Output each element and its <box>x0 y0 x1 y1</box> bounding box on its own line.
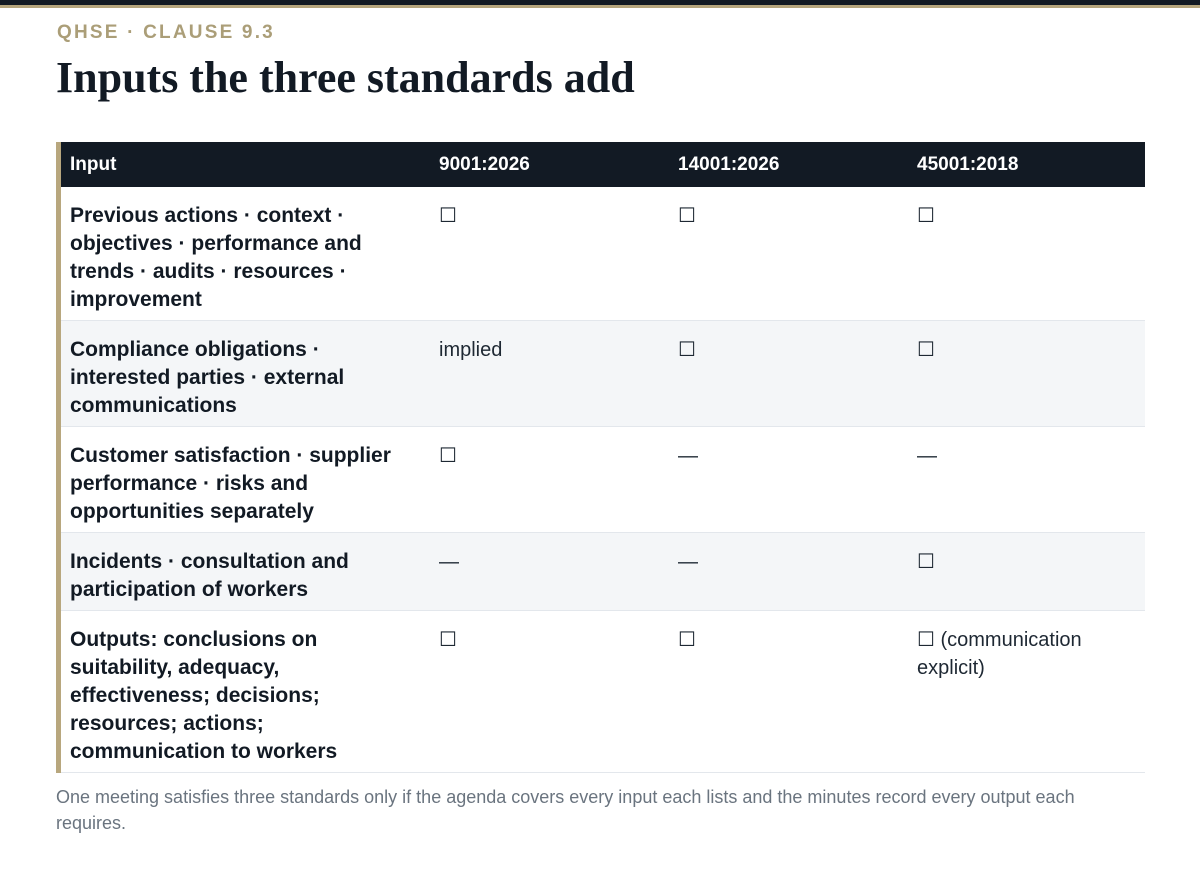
iso9001-cell: ☐ <box>425 611 664 773</box>
header-iso45001: 45001:2018 <box>903 142 1145 187</box>
input-cell: Previous actions · context · objectives · performance and trends · audits · resources · improvement <box>61 187 425 321</box>
iso14001-cell: ☐ <box>664 611 903 773</box>
header-iso9001: 9001:2026 <box>425 142 664 187</box>
input-cell: Outputs: conclusions on suitability, adequacy, effectiveness; decisions; resources; actions; communication to workers <box>61 611 425 773</box>
table-row <box>61 611 1145 773</box>
header-input: Input <box>61 142 425 187</box>
page-title: Inputs the three standards add <box>56 53 635 102</box>
comparison-table <box>56 142 1145 773</box>
iso9001-cell: ☐ <box>425 187 664 321</box>
iso9001-cell: implied <box>425 321 664 427</box>
top-rule-accent <box>0 5 1200 8</box>
iso45001-cell: — <box>903 427 1145 533</box>
input-cell: Customer satisfaction · supplier performance · risks and opportunities separately <box>61 427 425 533</box>
table-row <box>61 533 1145 611</box>
table-row <box>61 321 1145 427</box>
iso14001-cell: ☐ <box>664 321 903 427</box>
iso9001-cell: — <box>425 533 664 611</box>
iso14001-cell: — <box>664 427 903 533</box>
iso14001-cell: — <box>664 533 903 611</box>
table-row <box>61 427 1145 533</box>
input-cell: Incidents · consultation and participation of workers <box>61 533 425 611</box>
footnote: One meeting satisfies three standards only if the agenda covers every input each lists and the minutes record every output each requires. <box>56 787 1075 833</box>
table-row <box>61 187 1145 321</box>
input-cell: Compliance obligations · interested parties · external communications <box>61 321 425 427</box>
iso45001-cell: ☐ (communication explicit) <box>903 611 1145 773</box>
table-header-row <box>61 142 1145 187</box>
iso45001-cell: ☐ <box>903 321 1145 427</box>
iso45001-cell: ☐ <box>903 187 1145 321</box>
eyebrow-label: QHSE · CLAUSE 9.3 <box>57 22 275 43</box>
header-iso14001: 14001:2026 <box>664 142 903 187</box>
iso9001-cell: ☐ <box>425 427 664 533</box>
iso45001-cell: ☐ <box>903 533 1145 611</box>
iso14001-cell: ☐ <box>664 187 903 321</box>
